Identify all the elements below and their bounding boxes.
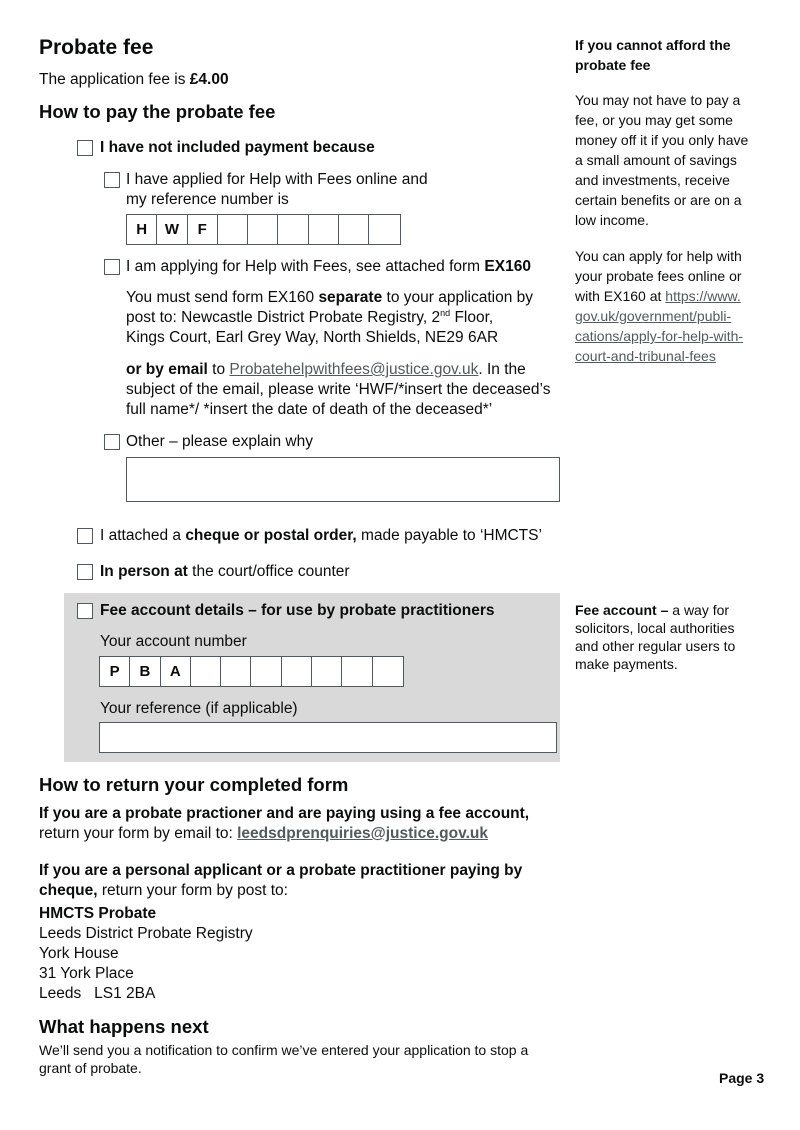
- fee-amount: £4.00: [189, 71, 229, 88]
- hwf-online-label: I have applied for Help with Fees online and my reference number is: [126, 171, 428, 208]
- cheque-label: I attached a cheque or postal order, made payable to ‘HMCTS’: [100, 527, 542, 544]
- page-title: Probate fee: [39, 36, 154, 59]
- not-included-checkbox[interactable]: [77, 140, 93, 156]
- fee-account-note: Fee account – a way for solicitors, local authorities and other regular users to make payments.: [575, 602, 736, 672]
- next-text: We’ll send you a notification to confirm we’ve entered your application to stop a grant of probate.: [39, 1042, 529, 1076]
- hwf-box[interactable]: [218, 215, 248, 244]
- return-fee-account-text: If you are a probate practioner and are paying using a fee account, return your form by email to: leedsdprenquiries@justice.gov.uk: [39, 805, 530, 842]
- fee-account-checkbox[interactable]: [77, 603, 93, 619]
- pba-box[interactable]: P: [100, 657, 130, 686]
- help-with-fees-link[interactable]: https://www.: [665, 288, 741, 304]
- pba-box[interactable]: [373, 657, 403, 686]
- hwf-box[interactable]: [278, 215, 308, 244]
- help-with-fees-link[interactable]: gov.uk/government/publi-: [575, 308, 732, 324]
- pba-box[interactable]: A: [161, 657, 191, 686]
- hwf-box[interactable]: [309, 215, 339, 244]
- pay-heading: How to pay the probate fee: [39, 101, 276, 122]
- help-with-fees-link[interactable]: court-and-tribunal-fees: [575, 348, 716, 364]
- page-number: Page 3: [719, 1070, 765, 1086]
- fee-account-label: Fee account details – for use by probate practitioners: [100, 602, 495, 619]
- postal-address: HMCTS Probate Leeds District Probate Registry York House 31 York Place Leeds LS1 2BA: [39, 905, 253, 1002]
- in-person-checkbox[interactable]: [77, 564, 93, 580]
- hwf-reference-boxes[interactable]: [126, 214, 401, 245]
- pba-box[interactable]: [221, 657, 251, 686]
- account-number-label: Your account number: [100, 633, 247, 650]
- send-form-instructions: You must send form EX160 separate to your application by post to: Newcastle District Probate Registry, 2nd Floor, Kings Court, Earl Grey Way, North Shields, NE29 6AR: [126, 289, 533, 346]
- reference-label: Your reference (if applicable): [100, 700, 298, 717]
- hwf-online-checkbox[interactable]: [104, 172, 120, 188]
- hwf-box[interactable]: [339, 215, 369, 244]
- hwf-form-checkbox[interactable]: [104, 259, 120, 275]
- pba-box[interactable]: [191, 657, 221, 686]
- afford-text: You may not have to pay a fee, or you may get some money off it if you only have a small amount of savings and investments, receive certain benefits or are on a low income.: [575, 92, 749, 228]
- hwf-box[interactable]: F: [188, 215, 218, 244]
- return-post-text: If you are a personal applicant or a probate practitioner paying by cheque, return your form by post to:: [39, 862, 523, 899]
- pba-box[interactable]: [342, 657, 372, 686]
- not-included-label: I have not included payment because: [100, 139, 375, 156]
- email-instructions: or by email to Probatehelpwithfees@justice.gov.uk. In the subject of the email, please write ‘HWF/*insert the deceased’s full name*/ *insert the date of death of the deceased*’: [126, 361, 551, 418]
- pba-account-boxes[interactable]: [99, 656, 404, 687]
- fee-text: The application fee is £4.00: [39, 71, 229, 88]
- hwf-box[interactable]: [248, 215, 278, 244]
- pba-box[interactable]: [251, 657, 281, 686]
- return-heading: How to return your completed form: [39, 774, 349, 795]
- cheque-checkbox[interactable]: [77, 528, 93, 544]
- leeds-email-link[interactable]: leedsdprenquiries@justice.gov.uk: [237, 825, 488, 842]
- hwf-email-link[interactable]: Probatehelpwithfees@justice.gov.uk: [229, 361, 479, 378]
- help-with-fees-link[interactable]: cations/apply-for-help-with-: [575, 328, 744, 344]
- in-person-label: In person at the court/office counter: [100, 563, 350, 580]
- pba-box[interactable]: B: [130, 657, 160, 686]
- other-checkbox[interactable]: [104, 434, 120, 450]
- pba-box[interactable]: [312, 657, 342, 686]
- apply-help-text: You can apply for help with your probate fees online or with EX160 at https://www. gov.uk/government/publi- cations/apply-for-help-with- court-and-tribunal-fees: [575, 248, 744, 364]
- hwf-box[interactable]: W: [157, 215, 187, 244]
- afford-heading: If you cannot afford the probate fee: [575, 37, 731, 73]
- pba-box[interactable]: [282, 657, 312, 686]
- next-heading: What happens next: [39, 1016, 209, 1037]
- hwf-box[interactable]: H: [127, 215, 157, 244]
- other-label: Other – please explain why: [126, 433, 313, 450]
- hwf-form-label: I am applying for Help with Fees, see attached form EX160: [126, 258, 531, 275]
- other-explanation-field[interactable]: [126, 457, 560, 502]
- reference-field[interactable]: [99, 722, 557, 753]
- hwf-box[interactable]: [369, 215, 399, 244]
